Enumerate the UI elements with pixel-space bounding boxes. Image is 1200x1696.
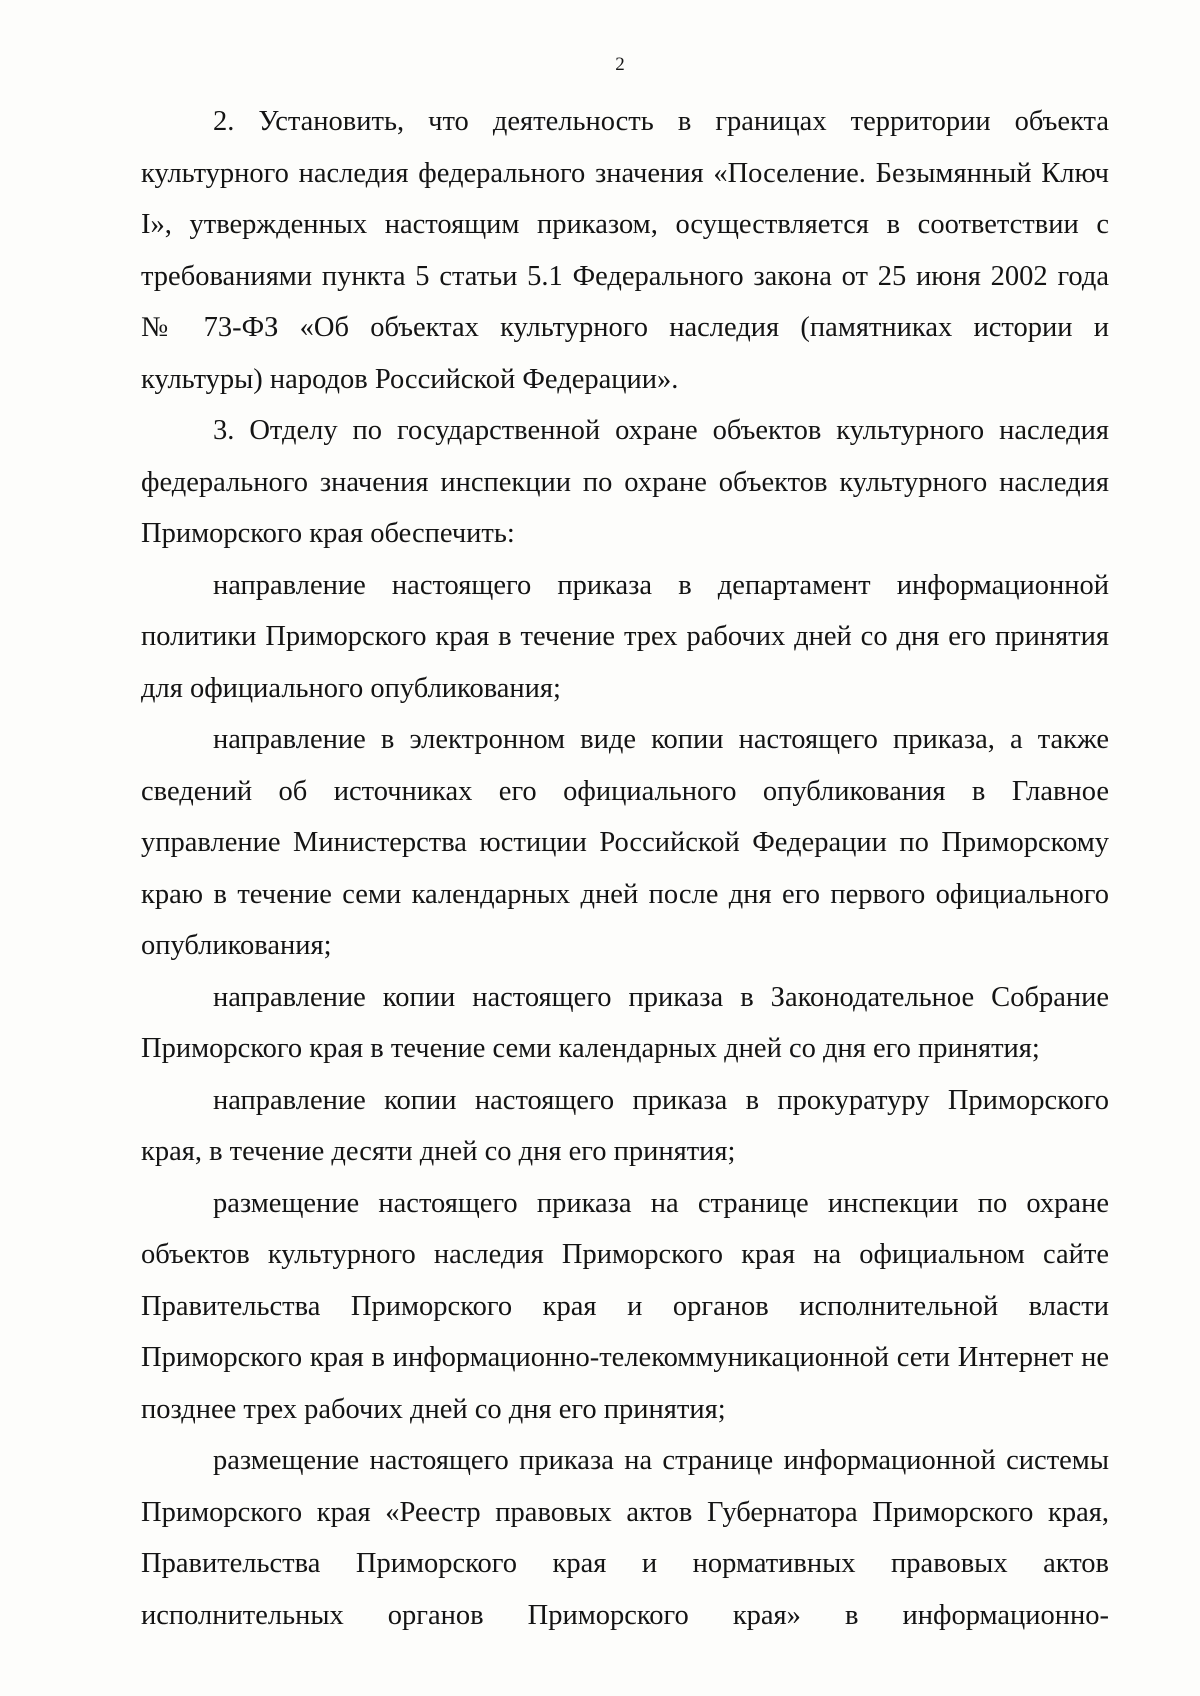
list-item-publication-department: направление настоящего приказа в департамент информационной политики Приморского края в течение трех рабочих дней со дня его принятия для официального опубликования;: [141, 569, 1109, 704]
list-item-ministry-of-justice: направление в электронном виде копии настоящего приказа, а также сведений об источниках его официального опубликования в Главное управление Министерства юстиции Российской Федерации по Приморскому краю в течение семи календарных дней после дня его первого официального опубликования;: [141, 724, 1109, 961]
page-number: 2: [615, 54, 625, 75]
list-item-legislative-assembly: направление копии настоящего приказа в Законодательное Собрание Приморского края в течение семи календарных дней со дня его принятия;: [141, 981, 1109, 1064]
paragraph-item-3: 3. Отделу по государственной охране объектов культурного наследия федерального значения инспекции по охране объектов культурного наследия Приморского края обеспечить:: [141, 415, 1109, 549]
document-body: [141, 96, 1109, 1641]
paragraph-item-2: 2. Установить, что деятельность в границах территории объекта культурного наследия федерального значения «Поселение. Безымянный Ключ I», утвержденных настоящим приказом, осуществляется в соответствии с требованиями пункта 5 статьи 5.1 Федерального закона от 25 июня 2002 года № 73-ФЗ «Об объектах культурного наследия (памятниках истории и культуры) народов Российской Федерации».: [141, 106, 1109, 395]
list-item-prosecutor-office: направление копии настоящего приказа в прокуратуру Приморского края, в течение десяти дней со дня его принятия;: [141, 1084, 1109, 1167]
list-item-government-website: размещение настоящего приказа на странице инспекции по охране объектов культурного наследия Приморского края на официальном сайте Правительства Приморского края и органов исполнительной власти Приморского края в информационно-телекоммуникационной сети Интернет не позднее трех рабочих дней со дня его принятия;: [141, 1187, 1109, 1425]
list-item-legal-acts-registry: размещение настоящего приказа на странице информационной системы Приморского края «Реестр правовых актов Губернатора Приморского края, Правительства Приморского края и нормативных правовых актов исполнительных органов Приморского края» в информационно-: [141, 1445, 1109, 1631]
